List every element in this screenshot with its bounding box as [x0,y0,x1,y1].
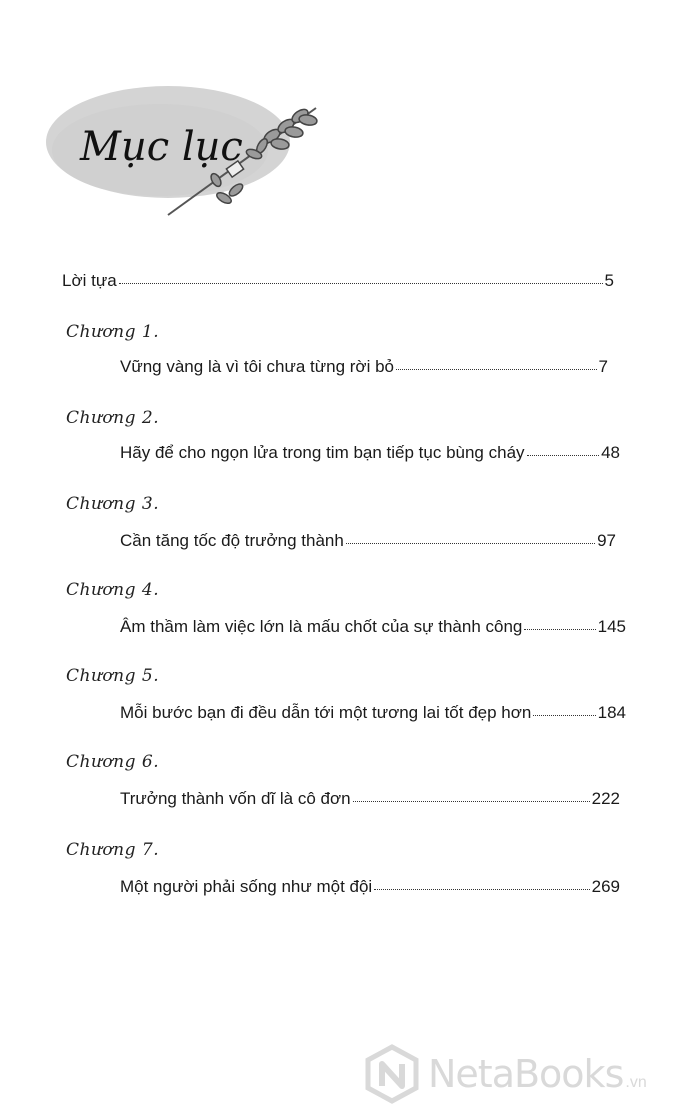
toc-entry-title: Trưởng thành vốn dĩ là cô đơn [120,789,351,808]
dot-leader [524,615,595,630]
toc-entry-preface[interactable] [62,270,614,292]
dot-leader [374,875,589,890]
toc-page-number: 269 [591,877,620,896]
toc-entry-title: Vững vàng là vì tôi chưa từng rời bỏ [120,357,394,376]
netabooks-watermark [364,1044,684,1104]
toc-entry-chapter-4[interactable] [120,616,626,638]
chapter-label-5: Chương 5. [66,666,160,686]
chapter-label-7: Chương 7. [66,840,160,860]
watermark-suffix: .vn [625,1074,647,1091]
toc-entry-title: Mỗi bước bạn đi đều dẫn tới một tương lai tốt đẹp hơn [120,703,532,722]
toc-entry-title: Cần tăng tốc độ trưởng thành [120,531,344,550]
toc-entry-chapter-3[interactable] [120,530,616,552]
dot-leader [119,269,603,284]
toc-entry-chapter-1[interactable] [120,356,608,378]
toc-entry-title: Một người phải sống như một đội [120,877,373,896]
dot-leader [533,701,595,716]
toc-header [40,80,360,230]
chapter-label-4: Chương 4. [66,580,160,600]
toc-entry-title: Lời tựa [62,271,117,290]
toc-page-number: 222 [591,789,620,808]
dot-leader [527,441,600,456]
watermark-brand: NetaBooks [428,1052,624,1096]
chapter-label-6: Chương 6. [66,752,160,772]
toc-entry-chapter-7[interactable] [120,876,620,898]
toc-entry-chapter-5[interactable] [120,702,626,724]
toc-entry-chapter-2[interactable] [120,442,620,464]
chapter-label-2: Chương 2. [66,408,160,428]
toc-page-number: 97 [597,531,616,550]
chapter-label-3: Chương 3. [66,494,160,514]
dot-leader [396,355,597,370]
netabooks-logo-icon [364,1044,420,1104]
toc-entry-chapter-6[interactable] [120,788,620,810]
header-decoration [40,80,360,230]
toc-page-number: 145 [597,617,626,636]
toc-entry-title: Hãy để cho ngọn lửa trong tim bạn tiếp tục bùng cháy [120,443,525,462]
toc-page-number: 5 [604,271,614,290]
toc-page-number: 184 [597,703,626,722]
toc-page-number: 7 [598,357,608,376]
chapter-label-1: Chương 1. [66,322,160,342]
page-title: Mục lục [80,124,243,170]
dot-leader [346,529,595,544]
toc-entry-title: Âm thầm làm việc lớn là mấu chốt của sự thành công [120,617,523,636]
toc-page-number: 48 [601,443,620,462]
dot-leader [353,787,590,802]
